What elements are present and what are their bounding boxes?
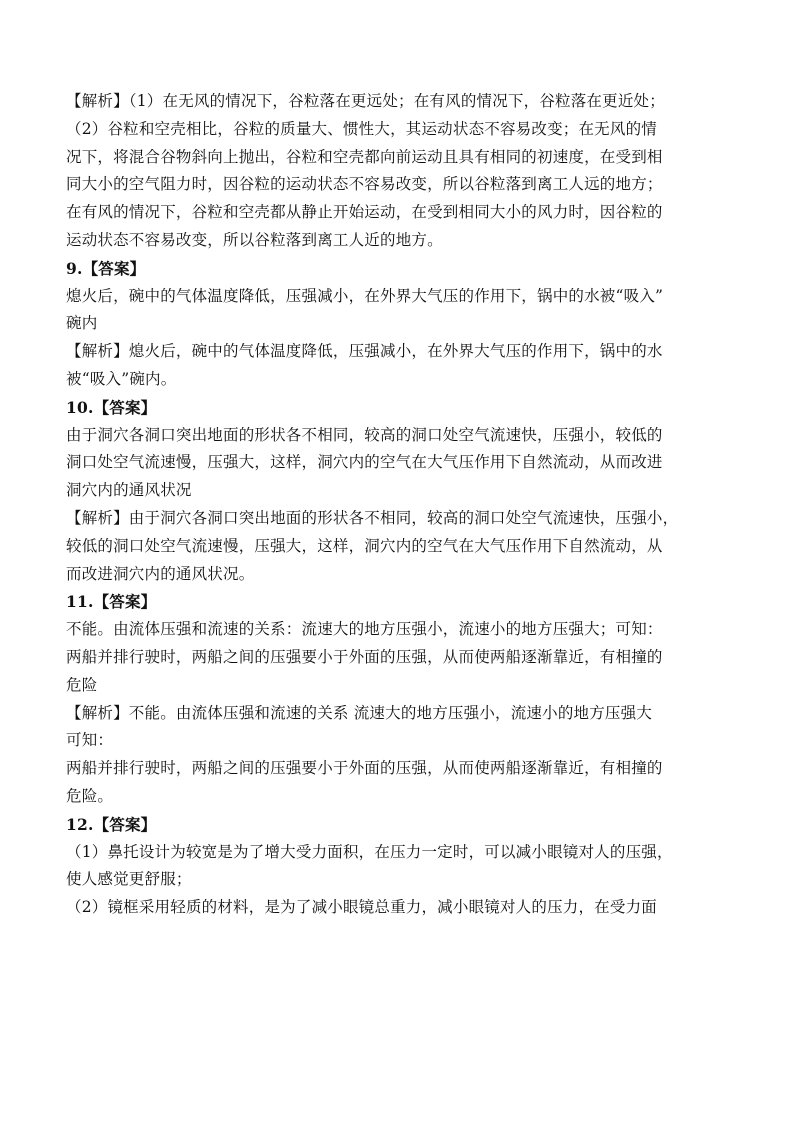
text-line: 碗内 bbox=[66, 314, 98, 333]
text-line: 【解析】熄火后，碗中的气体温度降低，压强减小，在外界大气压的作用下，锅中的水 bbox=[66, 342, 663, 361]
text-line: 被“吸入”碗内。 bbox=[66, 369, 177, 388]
text-line: 【解析】由于洞穴各洞口突出地面的形状各不相同，较高的洞口处空气流速快，压强小， bbox=[66, 508, 679, 527]
text-line: 较低的洞口处空气流速慢，压强大，这样，洞穴内的空气在大气压作用下自然流动，从 bbox=[66, 536, 663, 555]
answer-heading: 9.【答案】 bbox=[66, 258, 146, 278]
text-line: 危险。 bbox=[66, 786, 114, 805]
text-line: 由于洞穴各洞口突出地面的形状各不相同，较高的洞口处空气流速快，压强小，较低的 bbox=[66, 425, 663, 444]
text-line: 洞穴内的通风状况 bbox=[66, 481, 192, 500]
text-line: 危险 bbox=[66, 675, 98, 694]
text-line: 在有风的情况下，谷粒和空壳都从静止开始运动，在受到相同大小的风力时，因谷粒的 bbox=[66, 203, 663, 222]
text-line: 可知： bbox=[66, 731, 114, 750]
text-line: 同大小的空气阻力时，因谷粒的运动状态不容易改变，所以谷粒落到离工人远的地方； bbox=[66, 175, 663, 194]
text-line: 【解析】（1）在无风的情况下，谷粒落在更远处；在有风的情况下，谷粒落在更近处； bbox=[66, 92, 665, 110]
text-line: （2）谷粒和空壳相比，谷粒的质量大、惯性大，其运动状态不容易改变；在无风的情 bbox=[66, 119, 657, 138]
text-line: 不能。由流体压强和流速的关系：流速大的地方压强小，流速小的地方压强大；可知： bbox=[66, 620, 663, 639]
answer-heading: 10.【答案】 bbox=[66, 397, 157, 417]
text-line: 使人感觉更舒服； bbox=[66, 870, 192, 889]
text-line: 而改进洞穴内的通风状况。 bbox=[66, 564, 255, 583]
answer-heading: 11.【答案】 bbox=[66, 592, 157, 612]
text-line: 两船并排行驶时，两船之间的压强要小于外面的压强，从而使两船逐渐靠近，有相撞的 bbox=[66, 759, 663, 778]
text-line: （2）镜框采用轻质的材料，是为了减小眼镜总重力，减小眼镜对人的压力，在受力面 bbox=[66, 898, 657, 917]
text-line: 熄火后，碗中的气体温度降低，压强减小，在外界大气压的作用下，锅中的水被“吸入” bbox=[66, 286, 664, 305]
text-line: 洞口处空气流速慢，压强大，这样，洞穴内的空气在大气压作用下自然流动，从而改进 bbox=[66, 453, 663, 472]
text-line: 两船并排行驶时，两船之间的压强要小于外面的压强，从而使两船逐渐靠近，有相撞的 bbox=[66, 647, 663, 666]
text-line: 况下，将混合谷物斜向上抛出，谷粒和空壳都向前运动且具有相同的初速度，在受到相 bbox=[66, 147, 663, 166]
text-line: （1）鼻托设计为较宽是为了增大受力面积，在压力一定时，可以减小眼镜对人的压强， bbox=[66, 842, 673, 861]
text-line: 【解析】不能。由流体压强和流速的关系 流速大的地方压强小，流速小的地方压强大 bbox=[66, 703, 653, 722]
document-page bbox=[66, 88, 726, 922]
answer-heading: 12.【答案】 bbox=[66, 814, 157, 834]
text-line: 运动状态不容易改变，所以谷粒落到离工人近的地方。 bbox=[66, 230, 443, 249]
